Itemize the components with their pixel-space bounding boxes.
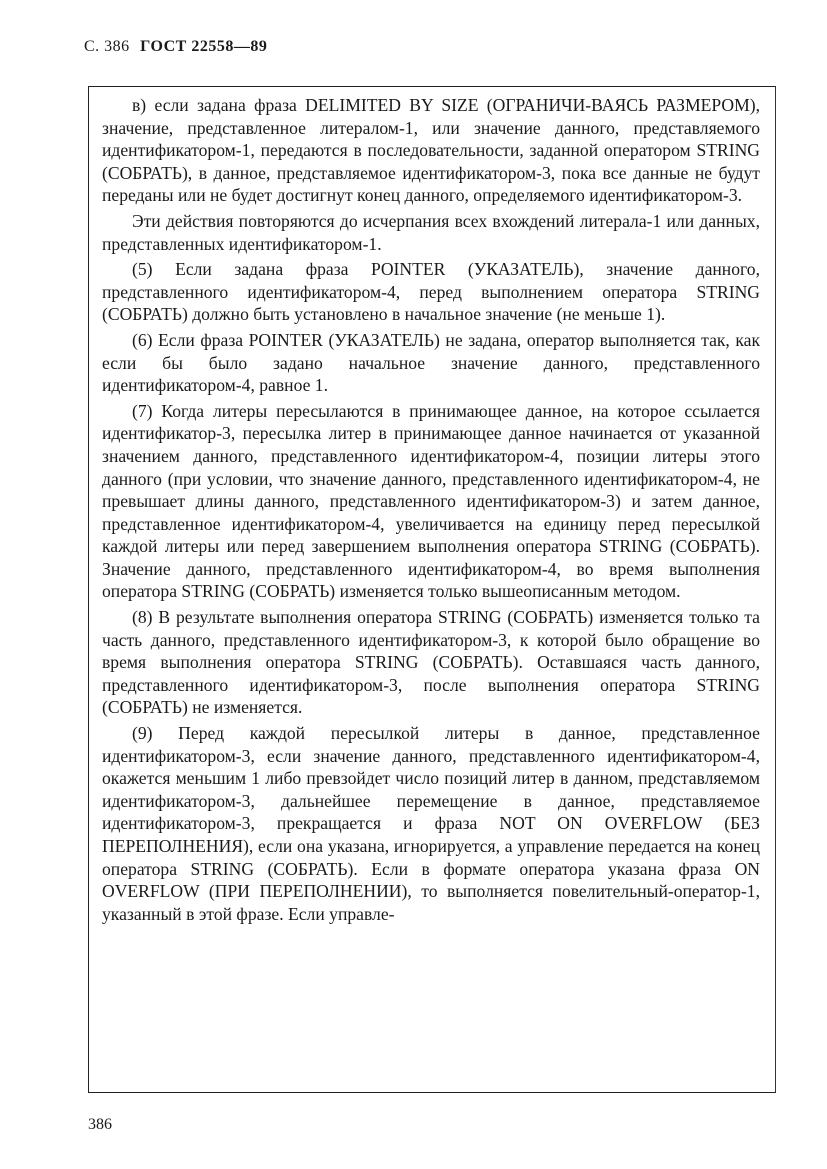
header-standard-code: ГОСТ 22558—89 xyxy=(140,38,268,55)
paragraph-item-c: в) если задана фраза DELIMITED BY SIZE (ОГРАНИЧИ-ВАЯСЬ РАЗМЕРОМ), значение, представленное литералом-1, или значение данного, представляемого идентификатором-1, передаются в последовательности, заданной оператором STRING (СОБРАТЬ), в данное, представляемое идентификатором-3, пока все данные не будут переданы или не будет достигнут конец данного, определяемого идентификатором-3. xyxy=(102,95,760,206)
paragraph-rule-9: (9) Перед каждой пересылкой литеры в данное, представленное идентификатором-3, если значение данного, представленного идентификатором-4, окажется меньшим 1 либо превзойдет число позиций литер в данном, представляемом идентификатором-3, дальнейшее перемещение в данное, представляемое идентификатором-3, прекращается и фраза NOT ON OVERFLOW (БЕЗ ПЕРЕПОЛНЕНИЯ), если она указана, игнорируется, а управление передается на конец оператора STRING (СОБРАТЬ). Если в формате оператора указана фраза ON OVERFLOW (ПРИ ПЕРЕПОЛНЕНИИ), то выполняется повелительный-оператор-1, указанный в этой фразе. Если управле- xyxy=(102,723,760,924)
paragraph-repeat-note: Эти действия повторяются до исчерпания всех вхождений литерала-1 или данных, представленных идентификатором-1. xyxy=(102,210,760,254)
paragraph-rule-8: (8) В результате выполнения оператора STRING (СОБРАТЬ) изменяется только та часть данного, представленного идентификатором-3, к которой было обращение во время выполнения оператора STRING (СОБРАТЬ). Оставшаяся часть данного, представленного идентификатором-3, после выполнения оператора STRING (СОБРАТЬ) не изменяется. xyxy=(102,607,760,718)
paragraph-rule-7: (7) Когда литеры пересылаются в принимающее данное, на которое ссылается идентификатор-3, пересылка литер в принимающее данное начинается от указанной значением данного, представленного идентификатором-4, позиции литеры этого данного (при условии, что значение данного, представленного идентификатором-4, не превышает длины данного, представленного идентификатором-3) и затем данное, представленное идентификатором-4, увеличивается на единицу перед пересылкой каждой литеры или перед завершением выполнения оператора STRING (СОБРАТЬ). Значение данного, представленного идентификатором-4, во время выполнения оператора STRING (СОБРАТЬ) изменяется только вышеописанным методом. xyxy=(102,400,760,602)
body-text xyxy=(102,94,760,928)
paragraph-rule-5: (5) Если задана фраза POINTER (УКАЗАТЕЛЬ), значение данного, представленного идентификатором-4, перед выполнением оператора STRING (СОБРАТЬ) должно быть установлено в начальное значение (не меньше 1). xyxy=(102,259,760,325)
header-page-prefix: С. 386 xyxy=(84,38,130,55)
paragraph-rule-6: (6) Если фраза POINTER (УКАЗАТЕЛЬ) не задана, оператор выполняется так, как если бы было задано начальное значение данного, представленного идентификатором-4, равное 1. xyxy=(102,329,760,396)
running-header xyxy=(84,38,267,56)
page-number: 386 xyxy=(88,1116,112,1133)
